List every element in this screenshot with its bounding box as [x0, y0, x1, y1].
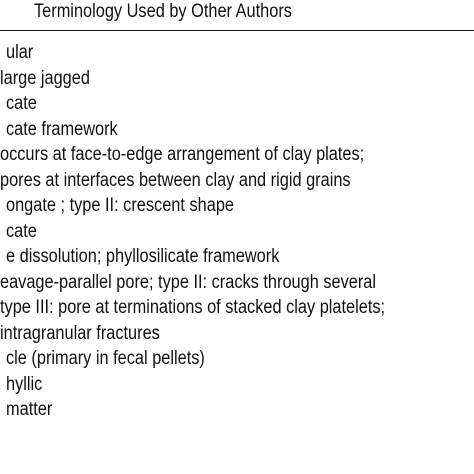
table-row	[0, 372, 474, 398]
row-text: intragranular fractures	[0, 322, 160, 344]
table-row	[0, 142, 474, 168]
table-row	[0, 219, 474, 245]
table-row	[0, 193, 474, 219]
row-text: matter	[6, 399, 53, 420]
row-text: cle (primary in fecal pellets)	[6, 348, 205, 369]
header-rule	[0, 30, 474, 31]
table-row	[0, 91, 474, 117]
table-row	[0, 168, 474, 194]
table-row	[0, 117, 474, 143]
row-text: hyllic	[6, 373, 43, 395]
table-body	[0, 40, 474, 423]
row-text: ular	[6, 42, 34, 63]
table-row	[0, 321, 474, 347]
row-text: type III: pore at terminations of stacked clay platelets;	[0, 297, 386, 318]
table-row	[0, 40, 474, 66]
row-text: occurs at face-to-edge arrangement of clay plates;	[0, 144, 365, 165]
row-text: cate	[6, 220, 37, 242]
row-text: large jagged	[0, 67, 90, 89]
table-row	[0, 397, 474, 423]
row-text: pores at interfaces between clay and rigid grains	[0, 169, 351, 191]
table-row	[0, 346, 474, 372]
table-row	[0, 244, 474, 270]
row-text: ongate ; type II: crescent shape	[6, 195, 234, 216]
table-row	[0, 66, 474, 92]
column-header-terminology: Terminology Used by Other Authors	[34, 1, 292, 22]
row-text: e dissolution; phyllosilicate framework	[6, 246, 280, 267]
table-row	[0, 295, 474, 321]
row-text: cate	[6, 93, 37, 114]
table-row	[0, 270, 474, 296]
row-text: cate framework	[6, 118, 118, 140]
row-text: eavage-parallel pore; type II: cracks through several	[0, 271, 377, 293]
